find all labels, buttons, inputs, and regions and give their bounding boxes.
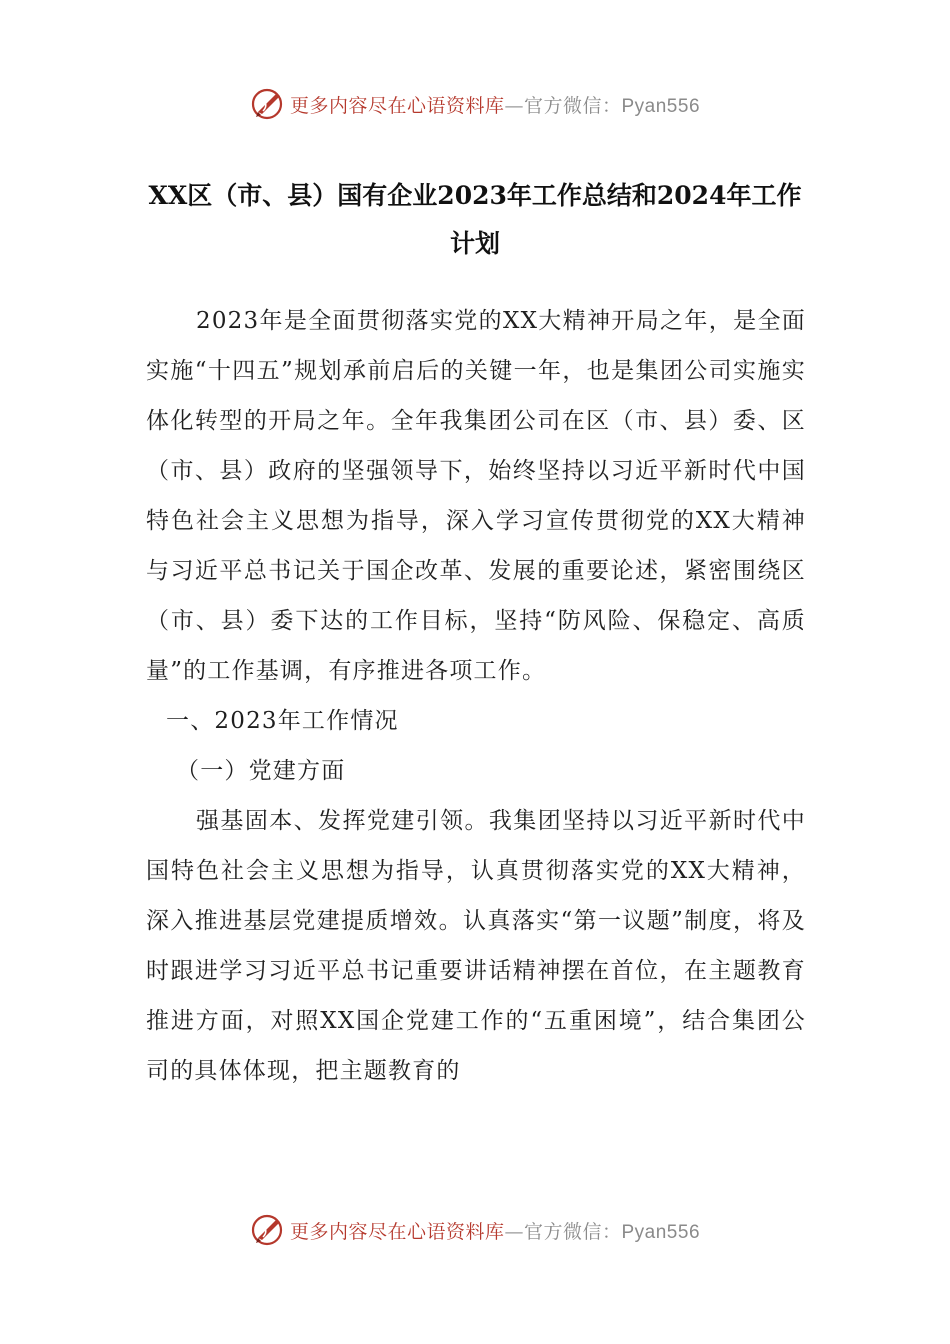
pen-logo-icon (250, 1212, 286, 1248)
watermark-wechat-id: Pyan556 (621, 95, 701, 117)
document-title: XX区（市、县）国有企业2023年工作总结和2024年工作计划 (148, 181, 802, 258)
intro-paragraph: 2023年是全面贯彻落实党的XX大精神开局之年，是全面实施“十四五”规划承前启后的关键一年，也是集团公司实施实体化转型的开局之年。全年我集团公司在区（市、县）委、区（市、县）政府的坚强领导下，始终坚持以习近平新时代中国特色社会主义思想为指导，深入学习宣传贯彻党的XX大精神与习近平总书记关于国企改革、发展的重要论述，紧密围绕区（市、县）委下达的工作目标，坚持“防风险、保稳定、高质量”的工作基调，有序推进各项工作。 (146, 308, 806, 684)
document-body (146, 296, 806, 1096)
watermark-dash: — (504, 94, 524, 117)
watermark-text (290, 1217, 700, 1244)
section-heading: 一、2023年工作情况 (166, 708, 399, 734)
pen-logo-icon (250, 86, 286, 122)
watermark-site: 更多内容尽在心语资料库 (289, 94, 505, 117)
watermark-banner-bottom (0, 1208, 950, 1252)
party-building-paragraph: 强基固本、发挥党建引领。我集团坚持以习近平新时代中国特色社会主义思想为指导，认真贯彻落实党的XX大精神，深入推进基层党建提质增效。认真落实“第一议题”制度，将及时跟进学习习近平总书记重要讲话精神摆在首位，在主题教育推进方面，对照XX国企党建工作的“五重困境”，结合集团公司的具体体现，把主题教育的 (146, 808, 806, 1084)
watermark-wechat-id: Pyan556 (621, 1221, 701, 1243)
watermark-wechat-label: 官方微信： (523, 1220, 622, 1243)
watermark-text (290, 91, 700, 118)
watermark-wechat-label: 官方微信： (523, 94, 622, 117)
watermark-dash: — (504, 1220, 524, 1243)
subsection-heading: （一）党建方面 (176, 758, 346, 784)
watermark-site: 更多内容尽在心语资料库 (289, 1220, 505, 1243)
watermark-banner-top (0, 82, 950, 126)
